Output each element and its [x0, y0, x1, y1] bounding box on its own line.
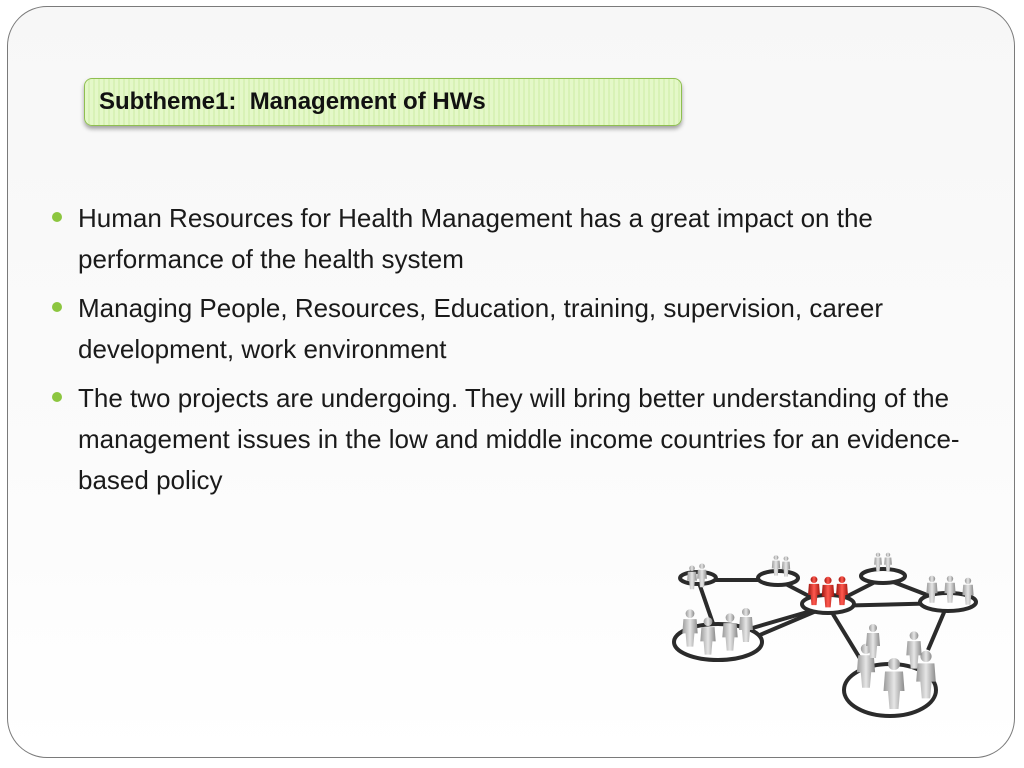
bullet-dot-icon	[52, 212, 62, 222]
bullet-item	[50, 378, 990, 501]
bullet-item	[50, 288, 990, 370]
bullet-text: Human Resources for Health Management has a great impact on the performance of the health system	[78, 203, 873, 274]
bullet-text: The two projects are undergoing. They will bring better understanding of the management issues in the low and middle income countries for an evidence- based policy	[78, 383, 960, 495]
bullet-dot-icon	[52, 302, 62, 312]
bullet-item	[50, 198, 990, 280]
people-network-icon	[668, 540, 988, 758]
bullet-list	[50, 198, 990, 509]
bullet-text: Managing People, Resources, Education, training, supervision, career development, work environment	[78, 293, 884, 364]
slide-title: Subtheme1: Management of HWs	[99, 88, 486, 115]
title-box	[84, 78, 682, 126]
bullet-dot-icon	[52, 392, 62, 402]
